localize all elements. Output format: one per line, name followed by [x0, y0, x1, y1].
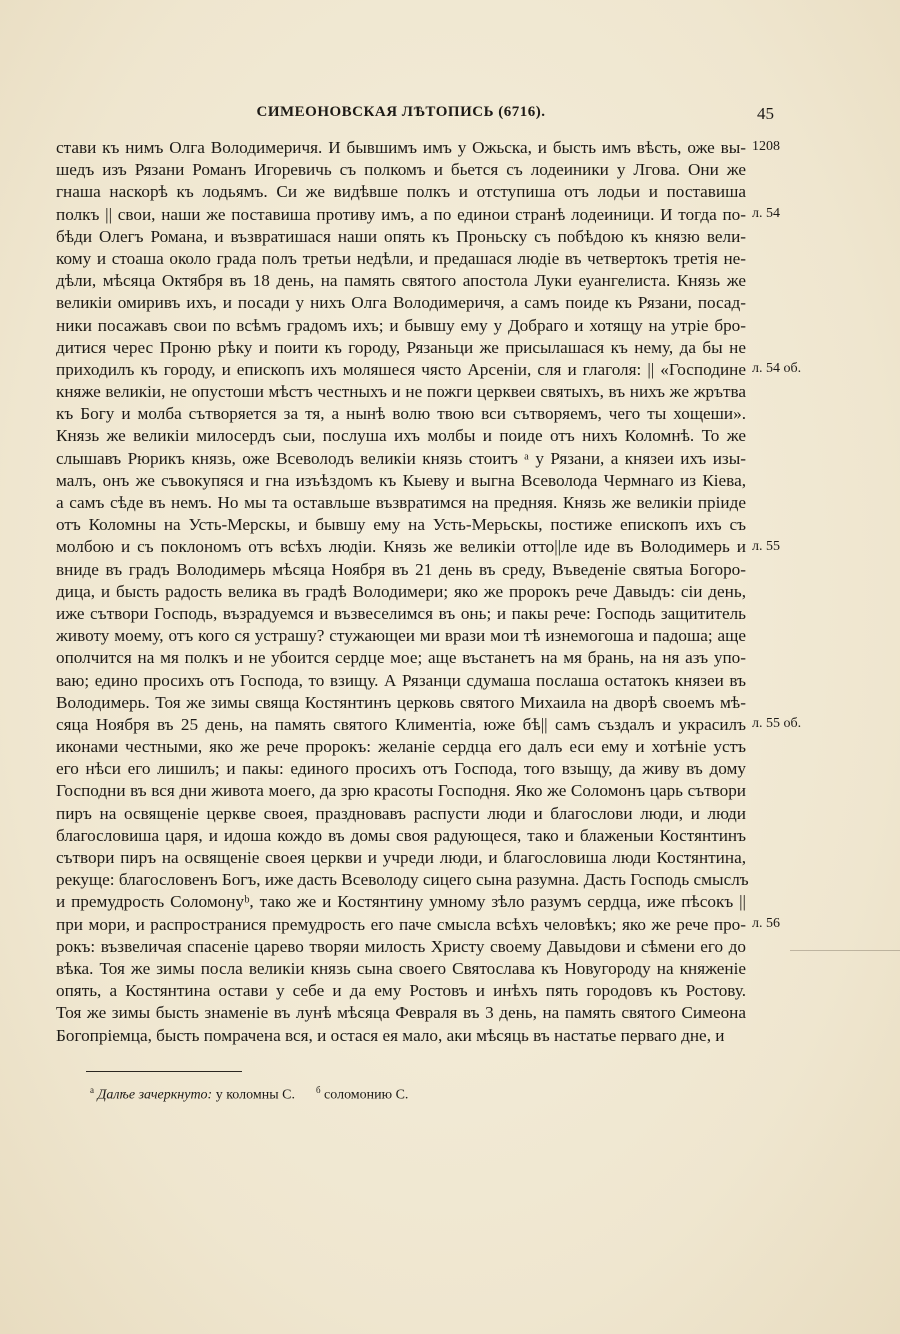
text-line: дѣли, мѣсяца Октября въ 18 день, на память святого апостола Луки еуангелиста. Князь же	[56, 271, 746, 291]
footnote-b-text: соломонию С.	[324, 1087, 409, 1103]
footnotes	[90, 1081, 690, 1105]
text-line: благословиша царя, и идоша кождо въ домы своя радующеся, тако и блаженыи Костянтинъ	[56, 825, 746, 845]
chronicle-text	[56, 137, 749, 1047]
footnote-a-text: у коломны С.	[215, 1087, 295, 1103]
text-line: дица, и бысть радость велика въ градѣ Володимери; яко же пророкъ рече Давыдъ: сіи день,	[56, 581, 746, 601]
text-line: ники посажавъ свои по всѣмъ градомъ ихъ; и бывшу ему у Добраго и хотящу на утріе бро-	[56, 315, 746, 335]
text-line: Князь же великіи милосердъ сыи, послуша ихъ молбы и поиде отъ нихъ Коломнѣ. То же	[56, 426, 746, 446]
text-line: молбою и съ поклономъ отъ всѣхъ людіи. Князь же великіи отто||ле иде въ Володимерь и	[56, 537, 746, 557]
text-line: полкъ || свои, наши же поставиша противу имъ, а по единои странѣ лодеиници. И тогда по-	[56, 204, 746, 224]
text-line: бѣди Олегъ Романа, и възвратишася наши опять къ Проньску съ побѣдою къ князю вели-	[56, 226, 746, 246]
margin-note: л. 56	[752, 916, 780, 931]
text-line: животу моему, отъ кого ся устрашу? стужающеи ми врази мои тѣ изнемогоша и падоша; аще	[56, 626, 746, 646]
text-line: гнаша наскорѣ къ лодьямъ. Си же видѣвше полкъ и отступиша отъ лодьи и поставиша	[56, 182, 746, 202]
page-mark	[790, 950, 900, 951]
page-number: 45	[757, 104, 774, 123]
text-line: и премудрость Соломонуᵇ, тако же и Костянтину умному зѣло разумъ сердца, иже пѣсокъ ||	[56, 892, 746, 912]
footnote-a-label: Далѣе зачеркнуто:	[97, 1087, 213, 1103]
footnote-marker-b: б	[315, 1085, 321, 1095]
text-line: дитися черес Проню рѣку и поити къ городу, Рязаньци же присылашася къ нему, да бы не	[56, 337, 746, 357]
text-line: вѣка. Тоя же зимы посла великіи князь сына своего Святослава къ Новугороду на княженіе	[56, 958, 746, 978]
text-line: а самъ сѣде въ немъ. Но мы та оставльше възвратимся на предняя. Князь же великіи пріиде	[56, 493, 746, 512]
text-line: вниде въ градъ Володимерь мѣсяца Ноября въ 21 день въ среду, Въведеніе святыа Богоро-	[56, 559, 746, 579]
text-line: слышавъ Рюрикъ князь, оже Всеволодъ великіи князь стоитъ ᵃ у Рязани, а князеи ихъ изы-	[56, 448, 746, 468]
text-line: рекуще: благословенъ Богъ, иже дасть Всеволоду сицего сына разумна. Дасть Господь смыслъ	[56, 870, 749, 890]
page-header	[56, 104, 774, 128]
text-line: сътвори пиръ на освященіе своея церкви и учреди люди, и благословиша люди Костянтина,	[56, 848, 746, 867]
footnote-rule	[86, 1071, 242, 1072]
text-line: при мори, и распространися премудрость его паче смысла всѣхъ человѣкъ; яко же рече про-	[56, 914, 746, 934]
running-title: СИМЕОНОВСКАЯ ЛѢТОПИСЬ (6716).	[256, 104, 546, 120]
text-line: иже сътвори Господь, възрадуемся и възвеселимся въ онь; и пакы рече: Господь защититель	[56, 603, 746, 623]
text-line: сяца Ноября въ 25 день, на память святого Климентіа, юже бѣ|| самъ създалъ и украсилъ	[56, 714, 746, 734]
text-line: кому и стоаша около града полъ третьи недѣли, и предашася людіе въ четвертокъ третія не-	[56, 248, 746, 268]
text-line: отъ Коломны на Усть-Мерскы, и бывшу ему на Усть-Мерьскы, постиже епископъ ихъ съ	[56, 515, 746, 535]
text-line: стави къ нимъ Олга Володимеричя. И бывшимъ имъ у Ожьска, и бысть имъ вѣсть, оже вы-	[56, 138, 746, 157]
footnote-marker-a: а	[90, 1085, 94, 1095]
text-line: великіи омиривъ ихъ, и посади у нихъ Олга Володимеричя, а самъ поиде къ Рязани, посад-	[56, 293, 746, 313]
margin-note: л. 55 об.	[752, 716, 802, 732]
text-line: малъ, онъ же съвокупяся и гна изъѣздомъ къ Кыеву и выгна Всеволода Чермнаго из Кіева,	[56, 470, 746, 490]
text-line: шедъ изъ Рязани Романъ Игоревичь съ полкомъ и бьется съ лодеиники у Лгова. Они же	[56, 160, 746, 180]
text-line: Богопріемца, бысть помрачена вся, и остася ея мало, аки мѣсяць въ настатье перваго дне, и	[56, 1025, 725, 1045]
text-line: ополчится на мя полкъ и не убоится сердце мое; аще въстанетъ на мя брань, на ня азъ упо-	[56, 648, 746, 668]
text-line: ваю; едино просихъ отъ Господа, то взищу. А Рязанци сдумаша послаша остатокъ князеи въ	[56, 670, 746, 690]
text-line: его нѣси его лишилъ; и пакы: единого просихъ отъ Господа, того взыщу, да живу въ дому	[56, 759, 746, 779]
text-line: рокъ: възвеличая спасеніе царево творяи милость Христу своему Давыдови и сѣмени его до	[56, 936, 746, 956]
text-line: приходилъ къ городу, и епископъ ихъ моляшеся чясто Арсеніи, сля и глаголя: || «Господине	[56, 359, 746, 379]
margin-note: л. 54	[752, 205, 780, 221]
text-line: княже великіи, не опустоши мѣстъ честныхъ и не пожги церквеи святыхъ, въ нихъ же жрътва	[56, 382, 746, 402]
text-line: Господни въ вся дни живота моего, да зрю красоты Господня. Яко же Соломонъ царь сътвори	[56, 781, 746, 801]
text-line: опять, а Костянтина остави у себе и да ему Ростовъ и инѣхъ пять городовъ къ Ростову.	[56, 981, 746, 1001]
margin-note: л. 55	[752, 538, 780, 554]
text-line: Тоя же зимы бысть знаменіе въ лунѣ мѣсяца Февраля въ 3 день, на память святого Симеона	[56, 1003, 746, 1023]
text-line: пиръ на освященіе церкве своея, праздновавъ распусти люди и благослови люди, и люди	[56, 803, 746, 823]
margin-note: 1208	[752, 139, 780, 154]
margin-note: л. 54 об.	[752, 361, 802, 376]
text-line: иконами честными, яко же рече пророкъ: желаніе сердца его далъ еси ему и хотѣніе устъ	[56, 737, 746, 757]
text-line: къ Богу и молба сътворяется за тя, а нынѣ волю твою вси сътворяемъ, чего ты хощеши».	[56, 404, 746, 424]
text-line: Володимерь. Тоя же зимы свяща Костянтинъ церковь святого Михаила на дворѣ своемъ мѣ-	[56, 692, 746, 712]
